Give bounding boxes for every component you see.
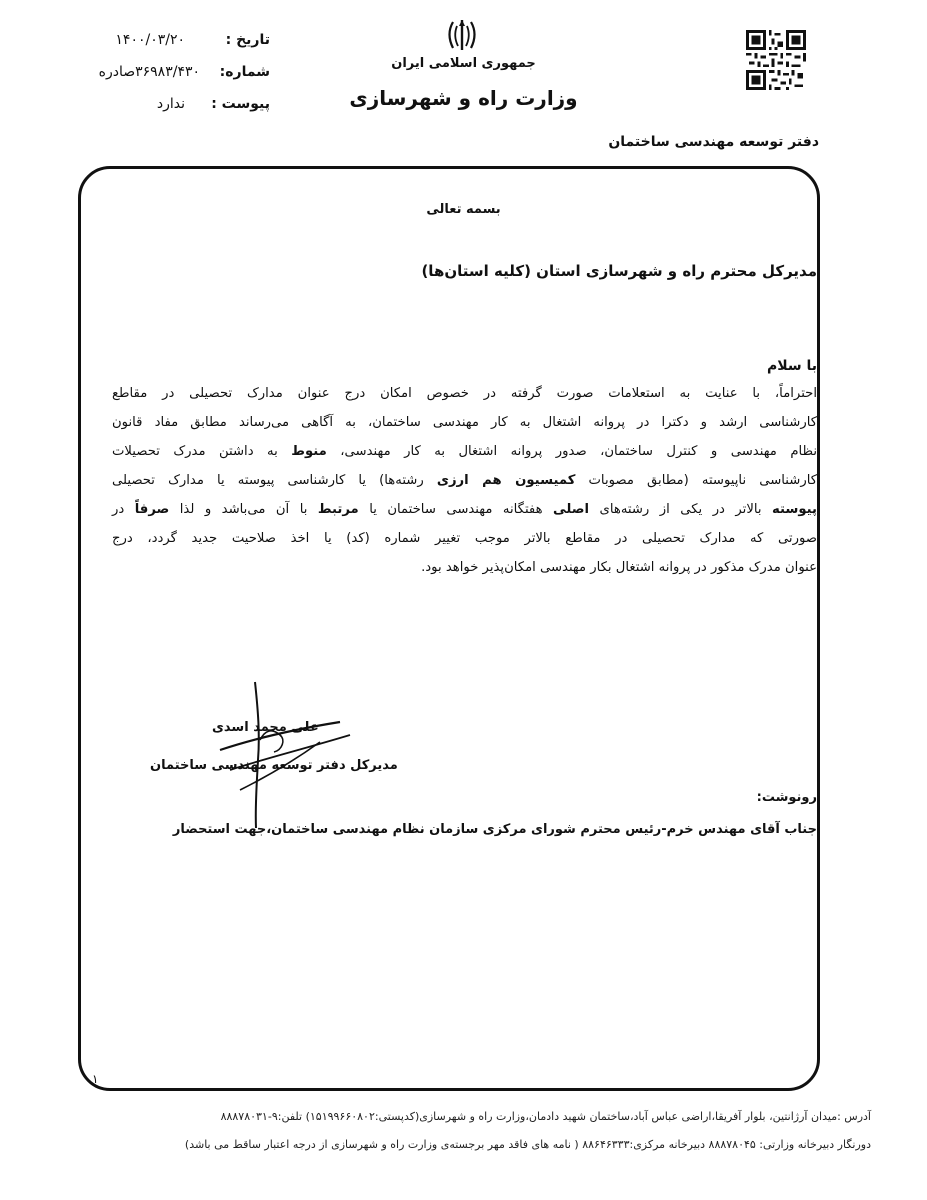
number-value: ۳۶۹۸۳/۴۳۰صادره	[98, 64, 200, 80]
footer-fax: دورنگار دبیرخانه وزارتی: ۸۸۸۷۸۰۴۵ دبیرخانه مرکزی:۸۸۶۴۶۳۳۳ ( نامه های فاقد مهر برجسته‌ی وزارت راه و شهرسازی از درجه اعتبار ساقط می باشد)	[184, 1138, 871, 1151]
date-value: ۱۴۰۰/۰۳/۲۰	[115, 32, 185, 48]
date-row	[70, 32, 270, 56]
body-line-5: پیوسته بالاتر در یکی از رشته‌های اصلی هفتگانه مهندسی ساختمان یا مرتبط با آن می‌باشد و لذا صرفاً در	[112, 502, 817, 517]
number-label: شماره:	[219, 64, 270, 80]
signer-name: علی محمد اسدی	[212, 720, 319, 735]
iran-emblem-icon	[440, 16, 484, 56]
body-line-6: صورتی که مدارک تحصیلی در مقاطع بالاتر موجب تغییر شماره (کد) یا اخذ صلاحیت جدید گردد، درج	[112, 531, 817, 546]
body-line-4: کارشناسی ناپیوسته (مطابق مصوبات کمیسیون هم ارزی رشته‌ها) یا کارشناسی پیوسته یا مدارک تحصیلی	[112, 473, 817, 488]
body-line-3: نظام مهندسی و کنترل ساختمان، صدور پروانه اشتغال به کار مهندسی، منوط به داشتن مدرک تحصیلات	[112, 444, 817, 459]
attachment-label: پیوست :	[211, 96, 270, 112]
body-line-2: کارشناسی ارشد و دکترا در پروانه اشتغال به کار مهندسی ساختمان، به آگاهی می‌رساند مطابق مفاد قانون	[112, 415, 817, 430]
basmala: بسمه تعالی	[426, 202, 501, 217]
cc-label: رونوشت:	[756, 790, 817, 805]
cc-text: جناب آقای مهندس خرم-رئیس محترم شورای مرکزی سازمان نظام مهندسی ساختمان،جهت استحضار	[172, 822, 817, 837]
footer-address: آدرس :میدان آرژانتین، بلوار آفریقا،اراضی عباس آباد،ساختمان شهید دادمان،وزارت راه و شهرسازی(کدپستی:۱۵۱۹۹۶۶۰۸۰۲) تلفن:۹-۸۸۸۷۸۰۳۱	[220, 1110, 871, 1123]
greeting: با سلام	[766, 358, 817, 374]
date-label: تاریخ :	[225, 32, 270, 48]
page-number: ۱	[92, 1072, 99, 1086]
republic-title: جمهوری اسلامی ایران	[391, 56, 536, 71]
number-row	[70, 64, 270, 88]
office-title: دفتر توسعه مهندسی ساختمان	[608, 134, 819, 150]
attachment-row	[70, 96, 270, 120]
body-line-1: احتراماً، با عنایت به استعلامات صورت گرفته در خصوص امکان درج عنوان مدارک تحصیلی در مقاطع	[112, 386, 817, 401]
addressee: مدیرکل محترم راه و شهرسازی استان (کلیه استان‌ها)	[421, 262, 817, 280]
handwritten-signature	[200, 680, 370, 830]
qr-code-icon	[746, 30, 806, 90]
attachment-value: ندارد	[156, 96, 185, 112]
ministry-title: وزارت راه و شهرسازی	[349, 86, 578, 110]
letter-frame	[78, 166, 820, 1091]
signer-title: مدیرکل دفتر توسعه مهندسی ساختمان	[150, 758, 398, 773]
body-line-7: عنوان مدرک مذکور در پروانه اشتغال بکار مهندسی امکان‌پذیر خواهد بود.	[421, 560, 817, 575]
